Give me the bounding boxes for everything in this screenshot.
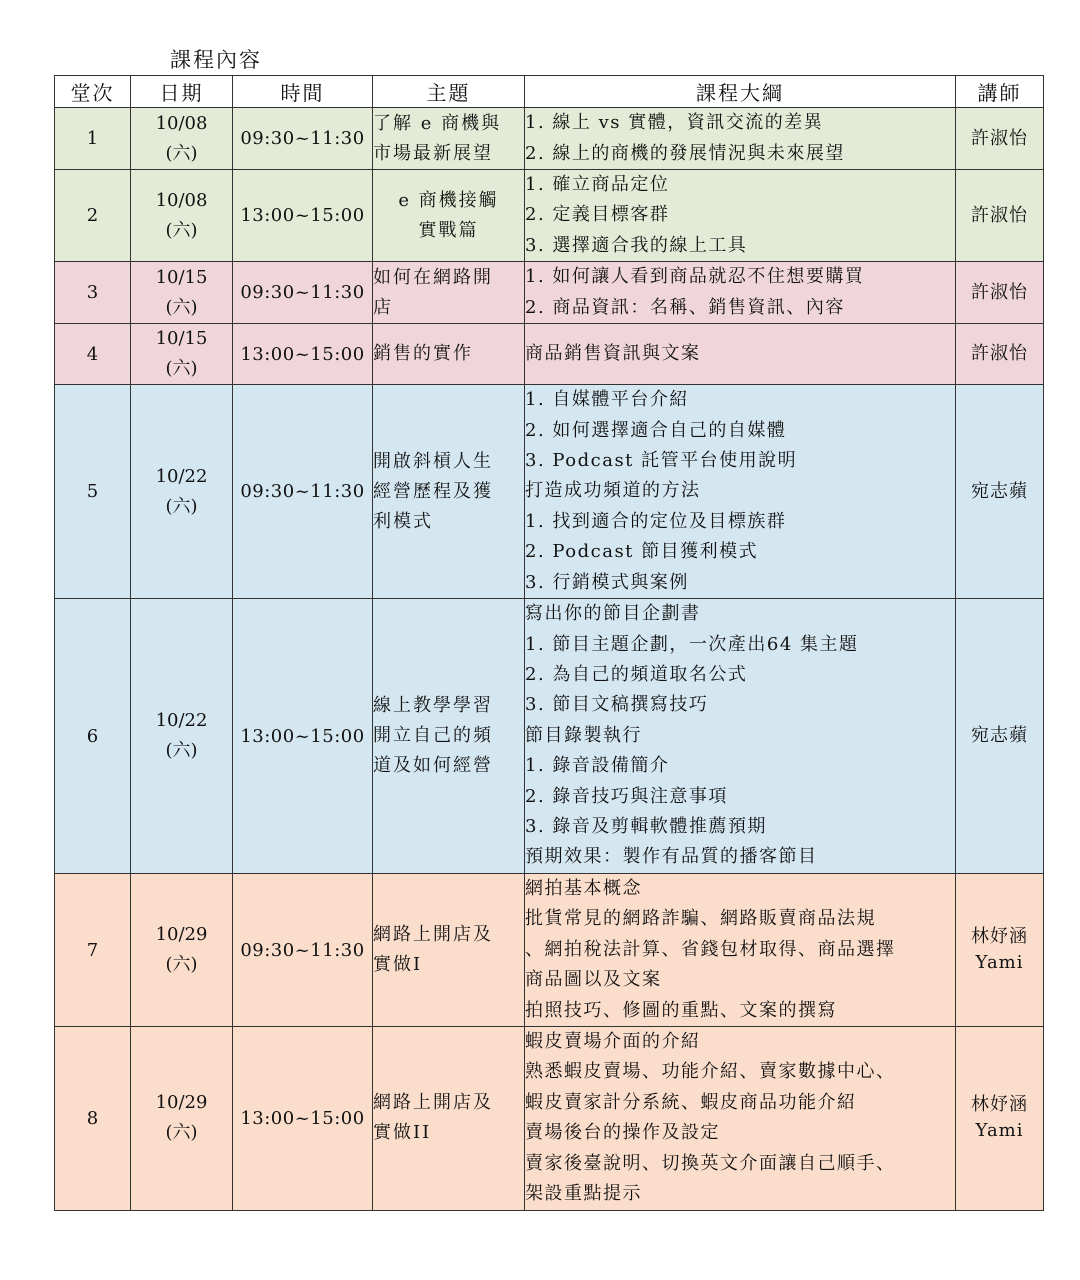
session-date [131, 385, 233, 599]
instructor-name: Yami [975, 1120, 1024, 1142]
topic-line: 開立自己的頻 [373, 725, 493, 747]
session-number-text: 5 [86, 481, 99, 503]
table-row [55, 1027, 1044, 1210]
session-outline [525, 385, 956, 599]
outline-line: 3. 節目文稿撰寫技巧 [525, 694, 709, 716]
session-time [233, 874, 373, 1027]
topic-line: e 商機接觸 [398, 189, 499, 211]
outline-line: 2. 商品資訊：名稱、銷售資訊、內容 [525, 296, 845, 318]
instructor-name: 許淑怡 [971, 343, 1028, 365]
session-outline [525, 262, 956, 324]
session-date [131, 324, 233, 385]
topic-line: 經營歷程及獲 [373, 480, 493, 502]
weekday-text: (六) [165, 142, 198, 164]
time-text: 09:30~11:30 [240, 128, 365, 149]
outline-line: 打造成功頻道的方法 [525, 480, 701, 502]
table-row [55, 324, 1044, 385]
session-number-text: 7 [86, 939, 99, 961]
outline-line: 節目錄製執行 [525, 724, 642, 746]
instructor-name: 許淑怡 [971, 204, 1028, 226]
time-text: 13:00~15:00 [240, 725, 365, 747]
session-time [233, 599, 373, 874]
weekday-text: (六) [165, 1122, 198, 1144]
session-number [55, 874, 131, 1027]
session-number [55, 170, 131, 262]
outline-line: 2. 定義目標客群 [525, 204, 670, 226]
outline-line: 2. 為自己的頻道取名公式 [525, 664, 748, 686]
outline-line: 3. 錄音及剪輯軟體推薦預期 [525, 816, 767, 838]
session-topic [373, 170, 525, 262]
document-title: 課程內容 [170, 48, 262, 72]
session-topic [373, 874, 525, 1027]
outline-line: 1. 找到適合的定位及目標族群 [525, 510, 787, 532]
session-instructor [956, 324, 1044, 385]
weekday-text: (六) [165, 219, 198, 241]
time-text: 09:30~11:30 [240, 282, 365, 304]
outline-line: 2. Podcast 節目獲利模式 [525, 541, 759, 563]
instructor-name: 林妤涵 [971, 1094, 1028, 1116]
session-outline [525, 170, 956, 262]
session-time [233, 385, 373, 599]
table-row [55, 599, 1044, 874]
topic-line: 網路上開店及 [373, 1092, 493, 1114]
outline-line: 3. 行銷模式與案例 [525, 571, 689, 593]
outline-line: 蝦皮賣場介面的介紹 [525, 1031, 701, 1053]
outline-line: 賣場後台的操作及設定 [525, 1122, 720, 1144]
session-number-text: 2 [86, 205, 99, 227]
topic-line: 網路上開店及 [373, 924, 493, 946]
session-topic [373, 108, 525, 170]
session-topic [373, 599, 525, 874]
topic-line: 利模式 [373, 510, 433, 532]
session-time [233, 108, 373, 170]
topic-line: 銷售的實作 [373, 343, 473, 365]
outline-line: 網拍基本概念 [525, 878, 642, 900]
date-text: 10/08 [155, 189, 208, 211]
outline-line: 1. 錄音設備簡介 [525, 755, 670, 777]
outline-line: 商品銷售資訊與文案 [525, 342, 701, 364]
outline-line: 1. 確立商品定位 [525, 174, 670, 195]
weekday-text: (六) [165, 740, 198, 762]
outline-line: 1. 自媒體平台介紹 [525, 389, 689, 411]
header-time: 時間 [233, 76, 373, 108]
session-topic [373, 385, 525, 599]
course-schedule-table [54, 75, 1044, 1211]
date-text: 10/29 [155, 1092, 208, 1114]
session-outline [525, 324, 956, 385]
session-outline [525, 1027, 956, 1210]
outline-line: 1. 線上 vs 實體，資訊交流的差異 [525, 112, 824, 134]
instructor-name: 許淑怡 [971, 281, 1028, 303]
session-number [55, 262, 131, 324]
session-number-text: 4 [86, 343, 99, 365]
session-topic [373, 1027, 525, 1210]
topic-line: 了解 e 商機與 [373, 112, 502, 134]
table-header-row [55, 76, 1044, 108]
session-topic [373, 262, 525, 324]
table-row [55, 262, 1044, 324]
outline-line: 2. 錄音技巧與注意事項 [525, 785, 728, 807]
session-number-text: 8 [86, 1107, 99, 1129]
session-date [131, 108, 233, 170]
session-instructor [956, 874, 1044, 1027]
session-number-text: 3 [86, 282, 99, 304]
outline-line: 架設重點提示 [525, 1183, 642, 1205]
date-text: 10/15 [155, 328, 208, 350]
instructor-name: Yami [975, 952, 1024, 974]
outline-line: 寫出你的節目企劃書 [525, 603, 701, 625]
time-text: 09:30~11:30 [240, 939, 365, 961]
session-number [55, 385, 131, 599]
weekday-text: (六) [165, 954, 198, 976]
weekday-text: (六) [165, 358, 198, 380]
header-session: 堂次 [55, 76, 131, 108]
outline-line: 熟悉蝦皮賣場、功能介紹、賣家數據中心、 [525, 1061, 896, 1083]
date-text: 10/22 [155, 710, 208, 732]
session-date [131, 874, 233, 1027]
outline-line: 、網拍稅法計算、省錢包材取得、商品選擇 [525, 938, 896, 960]
session-number [55, 324, 131, 385]
session-number-text: 6 [86, 725, 99, 747]
session-outline [525, 108, 956, 170]
session-instructor [956, 108, 1044, 170]
header-instructor: 講師 [956, 76, 1044, 108]
outline-line: 商品圖以及文案 [525, 969, 662, 991]
outline-line: 3. Podcast 託管平台使用說明 [525, 449, 798, 471]
session-instructor [956, 1027, 1044, 1210]
session-number [55, 1027, 131, 1210]
session-outline [525, 874, 956, 1027]
session-date [131, 170, 233, 262]
session-number [55, 599, 131, 874]
outline-line: 預期效果：製作有品質的播客節目 [525, 846, 818, 868]
instructor-name: 宛志蘋 [971, 480, 1028, 502]
session-instructor [956, 262, 1044, 324]
session-time [233, 1027, 373, 1210]
time-text: 13:00~15:00 [240, 1107, 365, 1129]
date-text: 10/29 [155, 924, 208, 946]
weekday-text: (六) [165, 495, 198, 517]
topic-line: 開啟斜槓人生 [373, 450, 493, 472]
time-text: 09:30~11:30 [240, 481, 365, 503]
date-text: 10/08 [155, 112, 208, 134]
outline-line: 1. 如何讓人看到商品就忍不住想要購買 [525, 266, 865, 288]
instructor-name: 宛志蘋 [971, 725, 1028, 747]
instructor-name: 許淑怡 [971, 127, 1028, 149]
session-date [131, 599, 233, 874]
header-date: 日期 [131, 76, 233, 108]
session-time [233, 324, 373, 385]
outline-line: 蝦皮賣家計分系統、蝦皮商品功能介紹 [525, 1091, 857, 1113]
topic-line: 實戰篇 [418, 219, 479, 241]
instructor-name: 林妤涵 [971, 926, 1028, 948]
session-date [131, 262, 233, 324]
table-row [55, 170, 1044, 262]
session-instructor [956, 599, 1044, 874]
outline-line: 批貨常見的網路詐騙、網路販賣商品法規 [525, 908, 876, 930]
date-text: 10/22 [155, 465, 208, 487]
outline-line: 賣家後臺說明、切換英文介面讓自己順手、 [525, 1152, 896, 1174]
weekday-text: (六) [165, 296, 198, 318]
session-time [233, 170, 373, 262]
header-outline: 課程大綱 [525, 76, 956, 108]
topic-line: 道及如何經營 [373, 755, 493, 777]
session-instructor [956, 385, 1044, 599]
session-date [131, 1027, 233, 1210]
session-time [233, 262, 373, 324]
table-row [55, 108, 1044, 170]
session-number-text: 1 [86, 128, 99, 149]
time-text: 13:00~15:00 [240, 205, 365, 227]
time-text: 13:00~15:00 [240, 343, 365, 365]
topic-line: 店 [373, 296, 393, 318]
topic-line: 市場最新展望 [373, 142, 493, 164]
session-outline [525, 599, 956, 874]
table-row [55, 385, 1044, 599]
topic-line: 如何在網路開 [373, 266, 493, 288]
topic-line: 實做I [373, 954, 423, 976]
outline-line: 2. 如何選擇適合自己的自媒體 [525, 419, 787, 441]
outline-line: 2. 線上的商機的發展情況與未來展望 [525, 142, 845, 164]
date-text: 10/15 [155, 266, 208, 288]
table-row [55, 874, 1044, 1027]
header-topic: 主題 [373, 76, 525, 108]
session-number [55, 108, 131, 170]
outline-line: 3. 選擇適合我的線上工具 [525, 234, 748, 256]
session-instructor [956, 170, 1044, 262]
outline-line: 1. 節目主題企劃，一次產出64 集主題 [525, 633, 859, 655]
session-topic [373, 324, 525, 385]
outline-line: 拍照技巧、修圖的重點、文案的撰寫 [525, 999, 837, 1021]
topic-line: 實做II [373, 1122, 432, 1144]
topic-line: 線上教學學習 [373, 695, 493, 717]
